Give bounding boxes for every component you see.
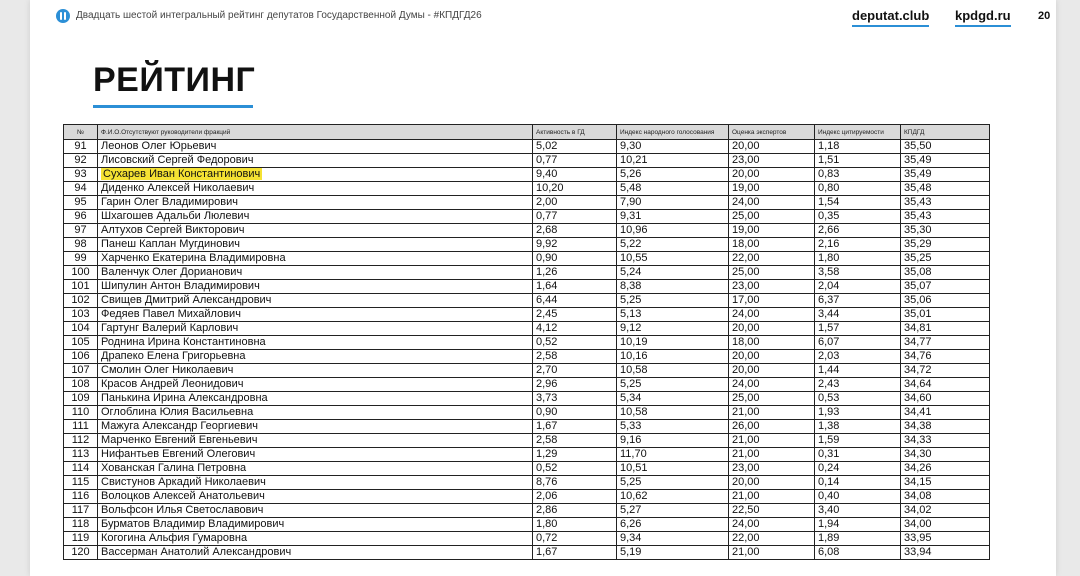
cell-number: 98 — [64, 238, 98, 252]
cell-number: 110 — [64, 406, 98, 420]
page-header — [56, 6, 1051, 32]
cell-citation-index: 2,66 — [815, 224, 901, 238]
cell-vote-index: 10,16 — [617, 350, 729, 364]
cell-vote-index: 10,58 — [617, 406, 729, 420]
cell-name — [98, 504, 533, 518]
cell-name — [98, 252, 533, 266]
cell-activity: 2,00 — [533, 196, 617, 210]
person-name: Алтухов Сергей Викторович — [101, 224, 245, 236]
cell-citation-index: 3,58 — [815, 266, 901, 280]
cell-name — [98, 350, 533, 364]
cell-name — [98, 378, 533, 392]
cell-name — [98, 532, 533, 546]
cell-vote-index: 5,26 — [617, 168, 729, 182]
table-row — [64, 224, 990, 238]
person-name: Сухарев Иван Константинович — [103, 168, 261, 180]
cell-name — [98, 182, 533, 196]
cell-expert-score: 23,00 — [729, 462, 815, 476]
cell-kpdgd: 34,64 — [901, 378, 990, 392]
cell-name — [98, 140, 533, 154]
cell-number: 91 — [64, 140, 98, 154]
cell-kpdgd: 34,41 — [901, 406, 990, 420]
cell-expert-score: 22,00 — [729, 252, 815, 266]
cell-number: 119 — [64, 532, 98, 546]
cell-expert-score: 25,00 — [729, 392, 815, 406]
cell-kpdgd: 34,26 — [901, 462, 990, 476]
cell-kpdgd: 33,94 — [901, 546, 990, 560]
cell-kpdgd: 35,30 — [901, 224, 990, 238]
cell-name — [98, 434, 533, 448]
cell-name — [98, 420, 533, 434]
cell-citation-index: 2,04 — [815, 280, 901, 294]
cell-citation-index: 0,24 — [815, 462, 901, 476]
cell-kpdgd: 34,08 — [901, 490, 990, 504]
cell-activity: 0,77 — [533, 154, 617, 168]
cell-vote-index: 6,26 — [617, 518, 729, 532]
person-name: Диденко Алексей Николаевич — [101, 182, 255, 194]
cell-citation-index: 2,16 — [815, 238, 901, 252]
cell-kpdgd: 35,43 — [901, 210, 990, 224]
person-name: Панеш Каплан Мугдинович — [101, 238, 241, 250]
cell-citation-index: 1,89 — [815, 532, 901, 546]
cell-vote-index: 5,19 — [617, 546, 729, 560]
cell-expert-score: 24,00 — [729, 196, 815, 210]
cell-name — [98, 280, 533, 294]
cell-vote-index: 5,25 — [617, 294, 729, 308]
cell-expert-score: 20,00 — [729, 322, 815, 336]
cell-number: 113 — [64, 448, 98, 462]
column-header-kpdgd: КПДГД — [901, 125, 990, 140]
cell-vote-index: 5,27 — [617, 504, 729, 518]
cell-kpdgd: 34,38 — [901, 420, 990, 434]
cell-vote-index: 5,25 — [617, 476, 729, 490]
cell-name — [98, 266, 533, 280]
person-name: Гарин Олег Владимирович — [101, 196, 238, 208]
cell-name — [98, 210, 533, 224]
cell-expert-score: 23,00 — [729, 280, 815, 294]
cell-citation-index: 0,35 — [815, 210, 901, 224]
cell-number: 100 — [64, 266, 98, 280]
person-name: Панькина Ирина Александровна — [101, 392, 268, 404]
cell-name — [98, 308, 533, 322]
cell-name — [98, 462, 533, 476]
cell-vote-index: 10,21 — [617, 154, 729, 168]
rating-table-body — [64, 140, 990, 560]
cell-expert-score: 17,00 — [729, 294, 815, 308]
person-name: Смолин Олег Николаевич — [101, 364, 234, 376]
cell-activity: 1,80 — [533, 518, 617, 532]
cell-expert-score: 20,00 — [729, 364, 815, 378]
cell-name — [98, 406, 533, 420]
cell-number: 111 — [64, 420, 98, 434]
cell-vote-index: 5,34 — [617, 392, 729, 406]
cell-number: 96 — [64, 210, 98, 224]
cell-name — [98, 196, 533, 210]
cell-activity: 2,58 — [533, 434, 617, 448]
person-name: Волоцков Алексей Анатольевич — [101, 490, 265, 502]
cell-citation-index: 1,80 — [815, 252, 901, 266]
cell-activity: 0,90 — [533, 252, 617, 266]
cell-vote-index: 10,96 — [617, 224, 729, 238]
cell-kpdgd: 34,30 — [901, 448, 990, 462]
cell-vote-index: 5,25 — [617, 378, 729, 392]
cell-kpdgd: 35,49 — [901, 154, 990, 168]
person-name: Шипулин Антон Владимирович — [101, 280, 260, 292]
table-row — [64, 476, 990, 490]
cell-expert-score: 20,00 — [729, 168, 815, 182]
table-row — [64, 420, 990, 434]
column-header-expert-score: Оценка экспертов — [729, 125, 815, 140]
cell-vote-index: 5,48 — [617, 182, 729, 196]
table-header-row — [64, 125, 990, 140]
cell-vote-index: 9,12 — [617, 322, 729, 336]
table-row — [64, 210, 990, 224]
cell-number: 95 — [64, 196, 98, 210]
person-name: Леонов Олег Юрьевич — [101, 140, 217, 152]
cell-expert-score: 22,50 — [729, 504, 815, 518]
person-name: Вольфсон Илья Светославович — [101, 504, 264, 516]
cell-citation-index: 3,40 — [815, 504, 901, 518]
person-name: Свищев Дмитрий Александрович — [101, 294, 272, 306]
cell-kpdgd: 33,95 — [901, 532, 990, 546]
cell-expert-score: 20,00 — [729, 350, 815, 364]
cell-name — [98, 224, 533, 238]
cell-number: 97 — [64, 224, 98, 238]
column-header-citation-index: Индекс цитируемости — [815, 125, 901, 140]
table-row — [64, 322, 990, 336]
cell-number: 101 — [64, 280, 98, 294]
cell-name — [98, 476, 533, 490]
cell-kpdgd: 35,29 — [901, 238, 990, 252]
cell-expert-score: 25,00 — [729, 210, 815, 224]
cell-number: 102 — [64, 294, 98, 308]
cell-activity: 2,45 — [533, 308, 617, 322]
cell-activity: 1,26 — [533, 266, 617, 280]
cell-kpdgd: 34,76 — [901, 350, 990, 364]
cell-name — [98, 168, 533, 182]
cell-activity: 0,77 — [533, 210, 617, 224]
cell-kpdgd: 34,72 — [901, 364, 990, 378]
cell-expert-score: 24,00 — [729, 378, 815, 392]
column-header-name: Ф.И.О.Отсутствуют руководители фракций — [98, 125, 533, 140]
cell-citation-index: 1,57 — [815, 322, 901, 336]
cell-citation-index: 1,51 — [815, 154, 901, 168]
page-title: РЕЙТИНГ — [93, 61, 256, 99]
cell-activity: 0,72 — [533, 532, 617, 546]
cell-activity: 2,06 — [533, 490, 617, 504]
cell-expert-score: 21,00 — [729, 490, 815, 504]
cell-name — [98, 518, 533, 532]
table-row — [64, 336, 990, 350]
cell-vote-index: 10,55 — [617, 252, 729, 266]
cell-activity: 2,96 — [533, 378, 617, 392]
cell-vote-index: 10,62 — [617, 490, 729, 504]
cell-name — [98, 364, 533, 378]
cell-kpdgd: 35,25 — [901, 252, 990, 266]
cell-expert-score: 24,00 — [729, 308, 815, 322]
cell-citation-index: 0,14 — [815, 476, 901, 490]
cell-kpdgd: 34,15 — [901, 476, 990, 490]
cell-kpdgd: 35,08 — [901, 266, 990, 280]
cell-number: 106 — [64, 350, 98, 364]
cell-number: 112 — [64, 434, 98, 448]
cell-name — [98, 392, 533, 406]
cell-activity: 9,92 — [533, 238, 617, 252]
table-row — [64, 546, 990, 560]
cell-number: 118 — [64, 518, 98, 532]
cell-name — [98, 448, 533, 462]
table-row — [64, 392, 990, 406]
cell-citation-index: 1,44 — [815, 364, 901, 378]
cell-expert-score: 19,00 — [729, 182, 815, 196]
site-link-kpdgd[interactable]: kpdgd.ru — [955, 8, 1011, 27]
person-name: Роднина Ирина Константиновна — [101, 336, 266, 348]
cell-vote-index: 9,34 — [617, 532, 729, 546]
person-name: Красов Андрей Леонидович — [101, 378, 244, 390]
cell-vote-index: 5,24 — [617, 266, 729, 280]
cell-expert-score: 23,00 — [729, 154, 815, 168]
person-name: Федяев Павел Михайлович — [101, 308, 241, 320]
table-row — [64, 308, 990, 322]
cell-number: 94 — [64, 182, 98, 196]
cell-number: 104 — [64, 322, 98, 336]
cell-number: 107 — [64, 364, 98, 378]
cell-expert-score: 21,00 — [729, 406, 815, 420]
cell-expert-score: 25,00 — [729, 266, 815, 280]
table-row — [64, 406, 990, 420]
cell-kpdgd: 34,81 — [901, 322, 990, 336]
cell-activity: 0,90 — [533, 406, 617, 420]
cell-expert-score: 26,00 — [729, 420, 815, 434]
cell-citation-index: 1,94 — [815, 518, 901, 532]
cell-expert-score: 24,00 — [729, 518, 815, 532]
cell-number: 116 — [64, 490, 98, 504]
cell-vote-index: 8,38 — [617, 280, 729, 294]
cell-vote-index: 11,70 — [617, 448, 729, 462]
cell-activity: 1,64 — [533, 280, 617, 294]
cell-activity: 5,02 — [533, 140, 617, 154]
cell-number: 92 — [64, 154, 98, 168]
cell-citation-index: 1,59 — [815, 434, 901, 448]
cell-number: 108 — [64, 378, 98, 392]
cell-activity: 4,12 — [533, 322, 617, 336]
table-row — [64, 504, 990, 518]
cell-vote-index: 10,19 — [617, 336, 729, 350]
cell-citation-index: 1,54 — [815, 196, 901, 210]
column-header-number: № — [64, 125, 98, 140]
table-row — [64, 196, 990, 210]
person-name: Лисовский Сергей Федорович — [101, 154, 254, 166]
cell-kpdgd: 34,33 — [901, 434, 990, 448]
cell-activity: 10,20 — [533, 182, 617, 196]
table-row — [64, 448, 990, 462]
table-row — [64, 140, 990, 154]
person-name: Валенчук Олег Дорианович — [101, 266, 243, 278]
cell-activity: 2,70 — [533, 364, 617, 378]
cell-name — [98, 154, 533, 168]
cell-name — [98, 490, 533, 504]
person-name: Марченко Евгений Евгеньевич — [101, 434, 258, 446]
person-name: Бурматов Владимир Владимирович — [101, 518, 285, 530]
person-name: Харченко Екатерина Владимировна — [101, 252, 286, 264]
cell-activity: 1,67 — [533, 420, 617, 434]
cell-number: 115 — [64, 476, 98, 490]
person-name: Свистунов Аркадий Николаевич — [101, 476, 266, 488]
person-name: Драпеко Елена Григорьевна — [101, 350, 246, 362]
cell-citation-index: 0,53 — [815, 392, 901, 406]
cell-activity: 0,52 — [533, 462, 617, 476]
cell-citation-index: 0,80 — [815, 182, 901, 196]
cell-citation-index: 1,93 — [815, 406, 901, 420]
person-name: Мажуга Александр Георгиевич — [101, 420, 258, 432]
page-number: 20 — [1038, 10, 1051, 22]
cell-vote-index: 9,31 — [617, 210, 729, 224]
table-row — [64, 182, 990, 196]
cell-activity: 1,67 — [533, 546, 617, 560]
person-name: Гартунг Валерий Карлович — [101, 322, 239, 334]
cell-name — [98, 238, 533, 252]
cell-citation-index: 6,37 — [815, 294, 901, 308]
cell-citation-index: 0,83 — [815, 168, 901, 182]
cell-kpdgd: 35,01 — [901, 308, 990, 322]
cell-citation-index: 1,18 — [815, 140, 901, 154]
cell-name — [98, 322, 533, 336]
cell-expert-score: 21,00 — [729, 546, 815, 560]
cell-expert-score: 19,00 — [729, 224, 815, 238]
cell-kpdgd: 35,48 — [901, 182, 990, 196]
cell-number: 103 — [64, 308, 98, 322]
kpdgd-logo-icon — [56, 9, 70, 23]
cell-kpdgd: 35,50 — [901, 140, 990, 154]
cell-activity: 8,76 — [533, 476, 617, 490]
cell-number: 120 — [64, 546, 98, 560]
table-row — [64, 518, 990, 532]
table-row — [64, 462, 990, 476]
cell-activity: 1,29 — [533, 448, 617, 462]
cell-vote-index: 5,22 — [617, 238, 729, 252]
header-title: Двадцать шестой интегральный рейтинг депутатов Государственной Думы - #КПДГД26 — [76, 10, 482, 21]
cell-kpdgd: 34,02 — [901, 504, 990, 518]
cell-name — [98, 294, 533, 308]
cell-citation-index: 0,40 — [815, 490, 901, 504]
cell-number: 109 — [64, 392, 98, 406]
cell-citation-index: 0,31 — [815, 448, 901, 462]
cell-citation-index: 2,03 — [815, 350, 901, 364]
table-row — [64, 154, 990, 168]
cell-kpdgd: 35,49 — [901, 168, 990, 182]
cell-activity: 2,68 — [533, 224, 617, 238]
column-header-vote-index: Индекс народного голосования — [617, 125, 729, 140]
cell-number: 93 — [64, 168, 98, 182]
table-row — [64, 490, 990, 504]
cell-activity: 2,86 — [533, 504, 617, 518]
column-header-activity: Активность в ГД — [533, 125, 617, 140]
person-name: Когогина Альфия Гумаровна — [101, 532, 248, 544]
table-row — [64, 532, 990, 546]
cell-activity: 3,73 — [533, 392, 617, 406]
cell-vote-index: 5,33 — [617, 420, 729, 434]
cell-expert-score: 20,00 — [729, 140, 815, 154]
cell-number: 114 — [64, 462, 98, 476]
cell-vote-index: 7,90 — [617, 196, 729, 210]
cell-citation-index: 6,07 — [815, 336, 901, 350]
table-row — [64, 364, 990, 378]
cell-vote-index: 5,13 — [617, 308, 729, 322]
cell-activity: 0,52 — [533, 336, 617, 350]
cell-number: 105 — [64, 336, 98, 350]
table-row — [64, 238, 990, 252]
table-row — [64, 350, 990, 364]
cell-kpdgd: 34,00 — [901, 518, 990, 532]
rating-table — [63, 124, 990, 560]
table-row — [64, 280, 990, 294]
cell-kpdgd: 34,60 — [901, 392, 990, 406]
cell-number: 99 — [64, 252, 98, 266]
cell-expert-score: 21,00 — [729, 448, 815, 462]
cell-expert-score: 21,00 — [729, 434, 815, 448]
cell-citation-index: 6,08 — [815, 546, 901, 560]
cell-expert-score: 18,00 — [729, 336, 815, 350]
cell-citation-index: 2,43 — [815, 378, 901, 392]
table-row — [64, 266, 990, 280]
title-underline — [93, 105, 253, 108]
person-name: Вассерман Анатолий Александрович — [101, 546, 292, 558]
cell-activity: 2,58 — [533, 350, 617, 364]
cell-expert-score: 20,00 — [729, 476, 815, 490]
cell-kpdgd: 35,07 — [901, 280, 990, 294]
person-name: Шхагошев Адальби Люлевич — [101, 210, 250, 222]
cell-number: 117 — [64, 504, 98, 518]
cell-citation-index: 3,44 — [815, 308, 901, 322]
cell-name — [98, 336, 533, 350]
cell-activity: 9,40 — [533, 168, 617, 182]
cell-name — [98, 546, 533, 560]
site-link-deputat[interactable]: deputat.club — [852, 8, 929, 27]
table-row — [64, 168, 990, 182]
table-row — [64, 294, 990, 308]
cell-vote-index: 9,16 — [617, 434, 729, 448]
cell-citation-index: 1,38 — [815, 420, 901, 434]
cell-kpdgd: 35,06 — [901, 294, 990, 308]
person-name: Нифантьев Евгений Олегович — [101, 448, 256, 460]
cell-vote-index: 10,51 — [617, 462, 729, 476]
person-name: Оглоблина Юлия Васильевна — [101, 406, 254, 418]
person-name: Хованская Галина Петровна — [101, 462, 247, 474]
table-row — [64, 252, 990, 266]
cell-expert-score: 22,00 — [729, 532, 815, 546]
table-row — [64, 434, 990, 448]
cell-vote-index: 10,58 — [617, 364, 729, 378]
cell-vote-index: 9,30 — [617, 140, 729, 154]
cell-activity: 6,44 — [533, 294, 617, 308]
cell-kpdgd: 35,43 — [901, 196, 990, 210]
cell-expert-score: 18,00 — [729, 238, 815, 252]
table-row — [64, 378, 990, 392]
cell-kpdgd: 34,77 — [901, 336, 990, 350]
